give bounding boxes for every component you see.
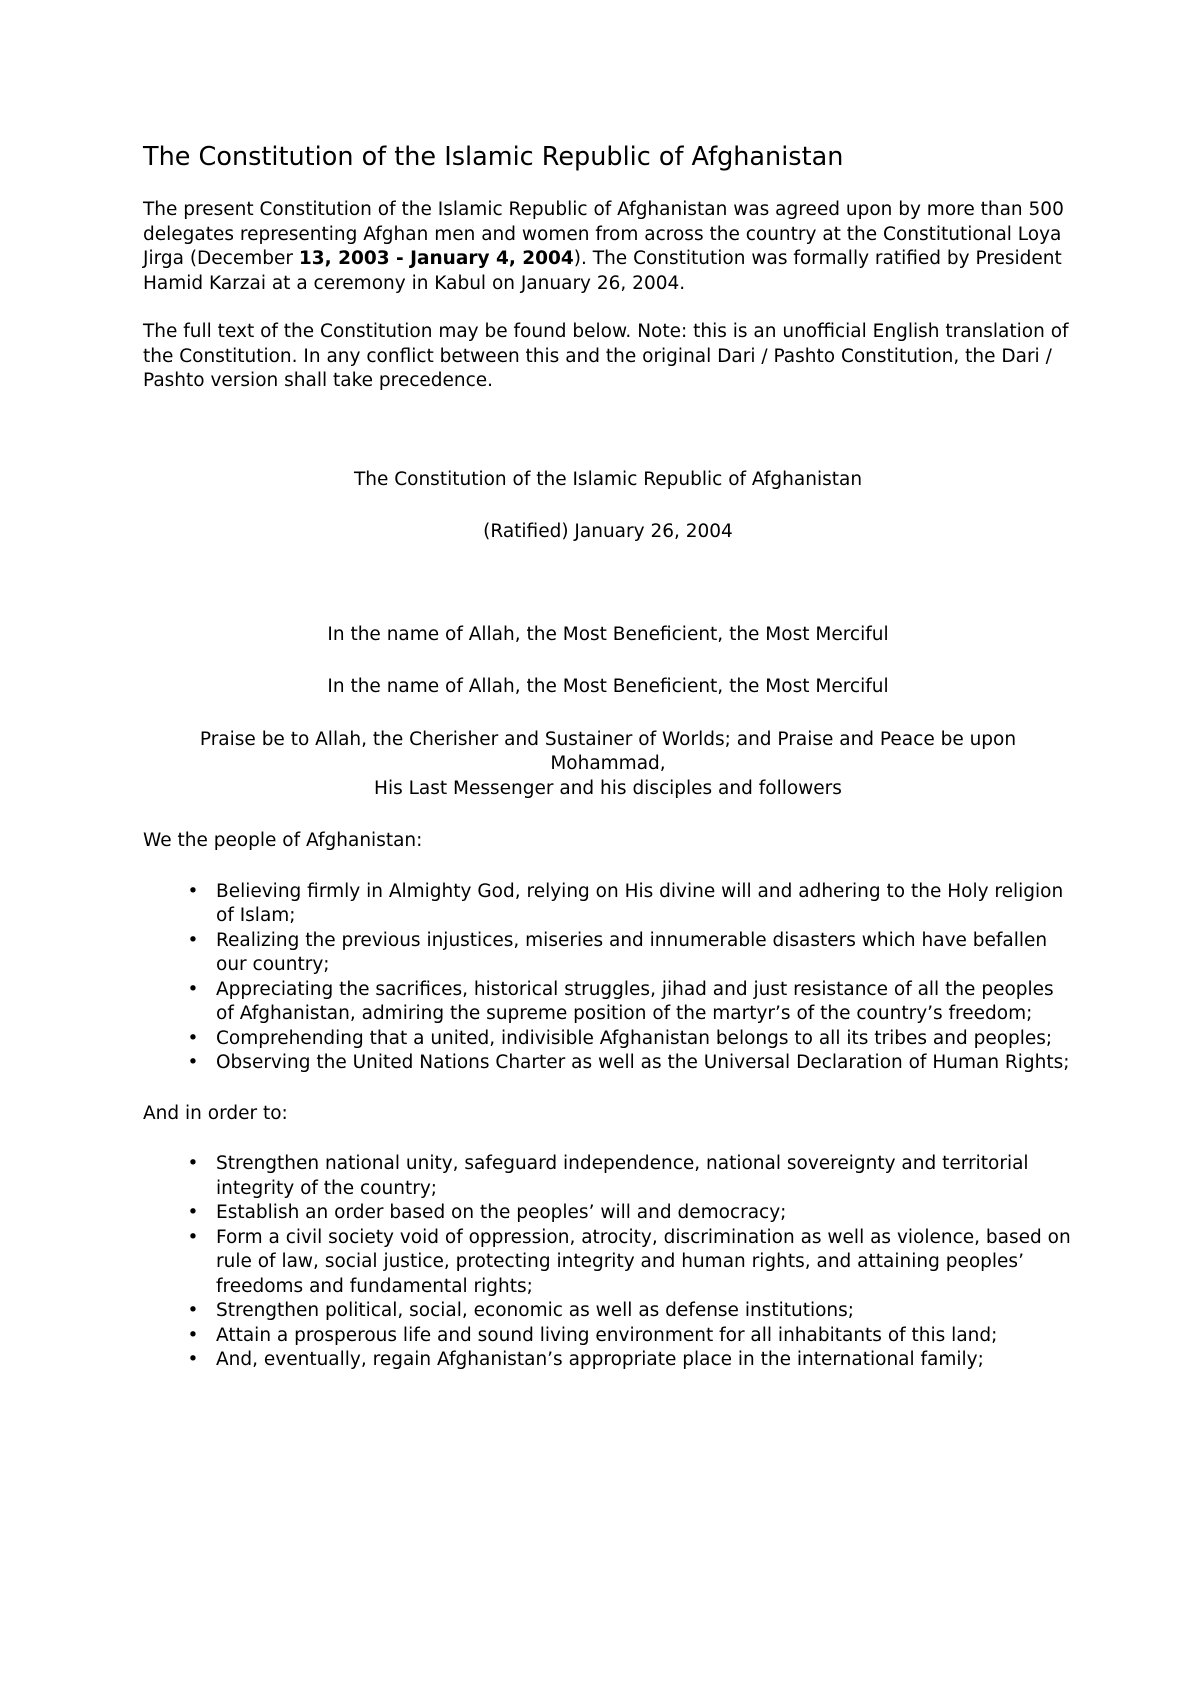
basmala-line-1: In the name of Allah, the Most Beneficient, the Most Merciful [327, 623, 889, 645]
list-item [143, 1201, 1073, 1226]
list-item-text: Appreciating the sacrifices, historical struggles, jihad and just resistance of all the peoples of Afghanistan, admiring the supreme position of the martyr’s of the country’s freedom; [216, 978, 1054, 1024]
order-list [143, 1152, 1073, 1373]
intro-date-range: 13, 2003 - January 4, 2004 [298, 248, 574, 269]
bullet-icon: • [187, 1349, 199, 1370]
bullet-icon: • [187, 1202, 199, 1223]
bullet-icon: • [187, 978, 199, 1000]
praise-line-1: Praise be to Allah, the Cherisher and Sustainer of Worlds; and Praise and Peace be upon Mohammad, [199, 728, 1017, 774]
list-item [143, 978, 1073, 1027]
list-item [143, 1324, 1073, 1349]
bullet-icon: • [187, 1052, 199, 1073]
bullet-icon: • [187, 1324, 199, 1346]
list-item-text: Attain a prosperous life and sound living environment for all inhabitants of this land; [216, 1324, 998, 1346]
document-title: The Constitution of the Islamic Republic of Afghanistan [143, 142, 844, 172]
praise-line-2: His Last Messenger and his disciples and followers [374, 777, 842, 799]
document-page [143, 140, 1073, 1399]
list-item-text: Form a civil society void of oppression, atrocity, discrimination as well as violence, based on rule of law, social justice, protecting integrity and human rights, and attaining peoples’ freedoms and fundamental rights; [216, 1226, 1071, 1297]
intro-paragraph-2: The full text of the Constitution may be found below. Note: this is an unofficial English translation of the Constitution. In any conflict between this and the original Dari / Pashto Constitution, the Dari / Pashto version shall take precedence. [143, 321, 1069, 391]
people-list [143, 880, 1073, 1076]
people-lead: We the people of Afghanistan: [143, 830, 423, 851]
list-item-text: Establish an order based on the peoples’ will and democracy; [216, 1202, 787, 1223]
list-item [143, 1152, 1073, 1201]
bullet-icon: • [187, 880, 199, 902]
ratified-date: (Ratified) January 26, 2004 [483, 521, 733, 542]
list-item-text: And, eventually, regain Afghanistan’s appropriate place in the international family; [216, 1349, 984, 1370]
list-item [143, 1027, 1073, 1052]
order-lead: And in order to: [143, 1102, 288, 1124]
basmala-line-2: In the name of Allah, the Most Beneficient, the Most Merciful [327, 676, 889, 697]
list-item-text: Realizing the previous injustices, miseries and innumerable disasters which have befallen our country; [216, 929, 1048, 975]
bullet-icon: • [187, 1153, 199, 1174]
list-item-text: Observing the United Nations Charter as well as the Universal Declaration of Human Rights; [216, 1052, 1070, 1073]
list-item [143, 880, 1073, 929]
list-item-text: Strengthen national unity, safeguard independence, national sovereignty and territorial integrity of the country; [216, 1153, 1029, 1199]
list-item-text: Believing firmly in Almighty God, relying on His divine will and adhering to the Holy religion of Islam; [216, 880, 1064, 926]
intro-text-end: ). The Constitution was formally ratified by President Hamid Karzai at a ceremony in Kabul on January 26, 2004. [143, 248, 1062, 294]
bullet-icon: • [187, 929, 199, 951]
constitution-heading: The Constitution of the Islamic Republic of Afghanistan [353, 468, 863, 490]
list-item-text: Comprehending that a united, indivisible Afghanistan belongs to all its tribes and peoples; [216, 1027, 1053, 1049]
list-item-text: Strengthen political, social, economic as well as defense institutions; [216, 1300, 855, 1321]
list-item [143, 929, 1073, 978]
bullet-icon: • [187, 1226, 199, 1248]
praise-paragraph [143, 728, 1073, 802]
list-item [143, 1348, 1073, 1373]
list-item [143, 1051, 1073, 1076]
intro-text-start: The present Constitution of the Islamic Republic of Afghanistan was agreed upon by more than 500 delegates representing Afghan men and women from across the country at the Constitutional Loya Jirga (December [143, 199, 1064, 269]
bullet-icon: • [187, 1300, 199, 1321]
list-item [143, 1226, 1073, 1300]
list-item [143, 1299, 1073, 1324]
bullet-icon: • [187, 1027, 199, 1049]
intro-paragraph-1 [143, 198, 1073, 296]
